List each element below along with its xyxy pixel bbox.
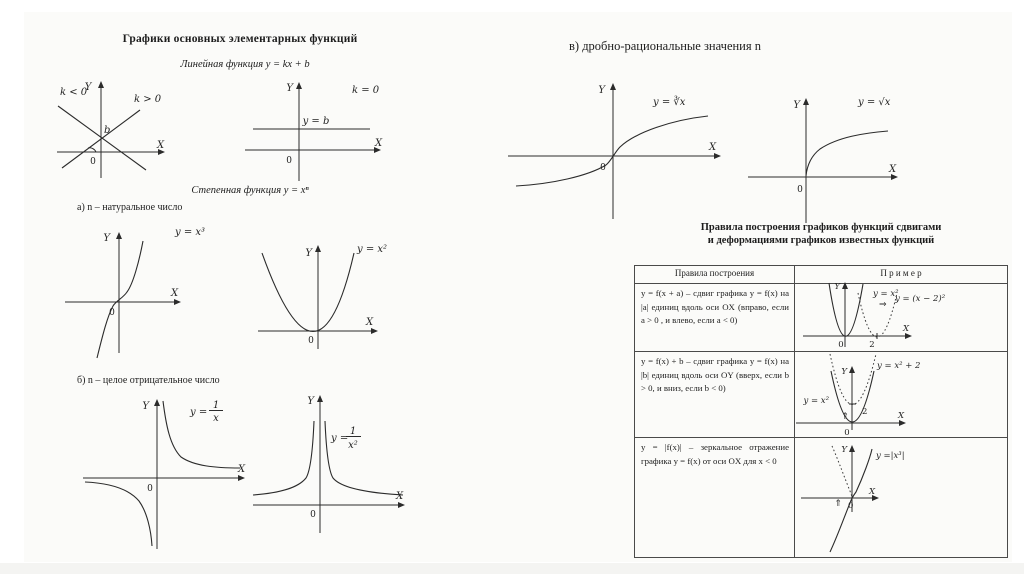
y-equals-b-label: y = b (302, 116, 330, 127)
cubic-label: y = x³ (175, 227, 206, 238)
y-axis-label: Y (834, 282, 840, 292)
item-a-natural-number: а) n – натуральное число (77, 202, 183, 213)
formula-original: y = x² (873, 289, 899, 299)
formula-shifted: y = x² + 2 (877, 361, 921, 371)
inverse-square-numerator: 1 (349, 426, 357, 437)
origin-label: 0 (310, 510, 316, 520)
up-arrow-icon: ⇑ (841, 412, 849, 422)
y-axis-label: Y (841, 367, 847, 377)
origin-label: 0 (848, 501, 854, 511)
origin-label: 0 (838, 340, 844, 350)
y-axis-label: Y (305, 248, 312, 259)
origin-label: 0 (147, 484, 153, 494)
reciprocal-label-prefix: y = (190, 407, 208, 418)
k-zero-label: k = 0 (352, 85, 380, 96)
x-axis-label: X (869, 487, 876, 497)
rules-heading (634, 222, 1008, 247)
origin-label: 0 (844, 428, 850, 438)
y-axis-label: Y (142, 401, 149, 412)
origin-label: 0 (308, 336, 314, 346)
y-axis-label: Y (307, 396, 314, 407)
square-label: y = x² (357, 244, 388, 255)
table-header-example: П р и м е р (795, 266, 1007, 284)
inverse-square-denominator: x² (348, 440, 358, 451)
up-arrow-icon: ⇑ (834, 499, 842, 509)
tick-2-label: 2 (862, 407, 868, 417)
table-example-abs (795, 438, 1007, 557)
x-axis-label: X (238, 464, 246, 475)
formula-original: y = x² (803, 396, 829, 406)
reciprocal-numerator: 1 (212, 400, 220, 411)
item-b-negative-integer: б) n – целое отрицательное число (77, 375, 220, 386)
reciprocal-denominator: x (213, 413, 219, 424)
rules-table (634, 265, 1008, 558)
table-header-rules: Правила построения (635, 266, 795, 284)
k-positive-label: k > 0 (134, 94, 162, 105)
y-axis-label: Y (103, 233, 110, 244)
y-axis-label: Y (598, 85, 605, 96)
slide-bottom-edge (0, 563, 1024, 574)
cube-root-label: y = ∛x (653, 97, 686, 108)
b-intercept-label: b (104, 125, 111, 136)
table-rule-shift-x: y = f(x + a) – сдвиг графика y = f(x) на |a| единиц вдоль оси OX (вправо, если a > 0 , и влево, если a < 0) (635, 284, 795, 352)
rules-heading-line1: Правила построения графиков функций сдвигами (700, 222, 942, 233)
x-axis-label: X (171, 288, 179, 299)
rules-heading-line2: и деформациями графиков известных функций (707, 234, 935, 246)
x-axis-label: X (898, 411, 905, 421)
y-axis-label: Y (286, 83, 293, 94)
formula-abs: y =|x³| (876, 451, 905, 461)
x-axis-label: X (375, 138, 383, 149)
page-title: Графики основных элементарных функций (122, 33, 358, 45)
inverse-square-label-prefix: y = (331, 433, 349, 444)
x-axis-label: X (366, 317, 374, 328)
implies-arrow-icon: ⇒ (879, 300, 887, 310)
k-negative-label: k < 0 (60, 87, 88, 98)
linear-function-subtitle: Линейная функция y = kx + b (180, 59, 310, 70)
tick-2-label: 2 (869, 340, 875, 350)
x-axis-label: X (889, 164, 897, 175)
origin-label: 0 (797, 185, 803, 195)
x-axis-label: X (157, 140, 165, 151)
origin-label: 0 (600, 163, 606, 173)
item-v-fractional-values: в) дробно-рациональные значения n (569, 39, 761, 53)
origin-label: 0 (90, 157, 96, 167)
table-example-shift-x (795, 284, 1007, 352)
x-axis-label: X (396, 491, 404, 502)
x-axis-label: X (903, 324, 910, 334)
origin-label: 0 (109, 308, 115, 318)
table-rule-abs: y = |f(x)| – зеркальное отражение графика y = f(x) от оси OX для x < 0 (635, 438, 795, 557)
table-rule-shift-y: y = f(x) + b – сдвиг графика y = f(x) на |b| единиц вдоль оси OY (вверх, если b > 0, и вниз, если b < 0) (635, 352, 795, 438)
square-root-label: y = √x (858, 97, 891, 108)
power-function-subtitle: Степенная функция y = xⁿ (191, 185, 309, 196)
x-axis-label: X (709, 142, 717, 153)
table-example-shift-y (795, 352, 1007, 438)
formula-shifted: y = (x − 2)² (895, 294, 946, 304)
y-axis-label: Y (841, 445, 847, 455)
y-axis-label: Y (793, 100, 800, 111)
origin-label: 0 (286, 156, 292, 166)
y-axis-label: Y (84, 82, 92, 93)
